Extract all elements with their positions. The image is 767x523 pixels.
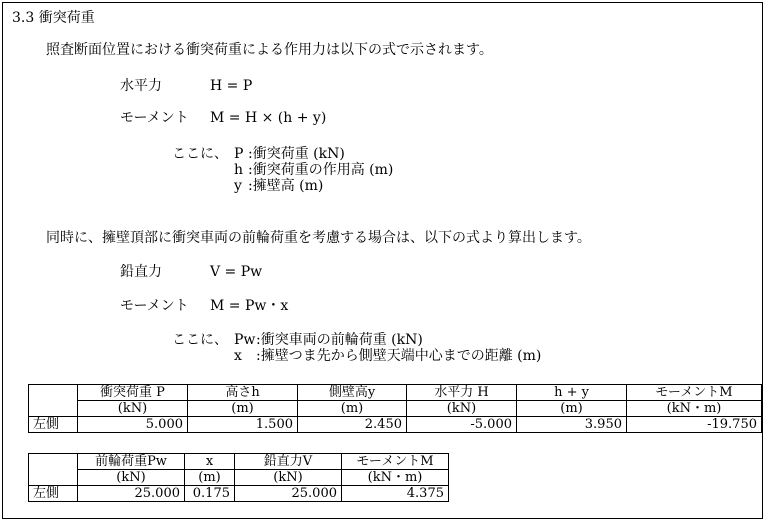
value-cell: 0.175 <box>185 486 235 502</box>
value-cell: -5.000 <box>407 417 517 433</box>
table-corner-cell <box>29 454 78 486</box>
moment-formula: M = H × (h + y) <box>210 110 327 126</box>
row-label: 左側 <box>29 417 78 433</box>
unit-cell: (m) <box>517 401 627 417</box>
var-symbol: P <box>234 146 244 162</box>
value-cell: 1.500 <box>188 417 298 433</box>
var-symbol: y <box>234 178 242 194</box>
column-header: モーメントM <box>342 454 449 470</box>
value-cell: -19.750 <box>627 417 762 433</box>
moment2-label: モーメント <box>120 298 189 314</box>
var-symbol: x <box>234 348 242 364</box>
unit-cell: (m) <box>298 401 407 417</box>
var-description: :衝突荷重 (kN) <box>248 146 345 162</box>
horizontal-force-label: 水平力 <box>120 78 162 94</box>
var-description: :衝突荷重の作用高 (m) <box>248 162 394 178</box>
vertical-force-formula: V = Pw <box>210 264 263 280</box>
var-symbol: Pw <box>234 332 256 348</box>
var-description: :擁壁つま先から側壁天端中心までの距離 (m) <box>256 348 542 364</box>
var-description: :衝突車両の前輪荷重 (kN) <box>256 332 423 348</box>
intro2-text: 同時に、擁壁頂部に衝突車両の前輪荷重を考慮する場合は、以下の式より算出します。 <box>46 230 591 246</box>
var-description: :擁壁高 (m) <box>248 178 324 194</box>
value-cell: 2.450 <box>298 417 407 433</box>
horizontal-force-formula: H = P <box>210 78 253 94</box>
column-header: モーメントM <box>627 385 762 401</box>
table-header-row <box>29 454 449 470</box>
column-header: 側壁高y <box>298 385 407 401</box>
value-cell: 25.000 <box>78 486 185 502</box>
column-header: x <box>185 454 235 470</box>
table-unit-row <box>29 401 762 417</box>
moment2-formula: M = Pw・x <box>210 298 289 314</box>
unit-cell: (m) <box>185 470 235 486</box>
column-header: 水平力 H <box>407 385 517 401</box>
column-header: h + y <box>517 385 627 401</box>
var-symbol: h <box>234 162 244 178</box>
table-row <box>29 486 449 502</box>
unit-cell: (kN) <box>407 401 517 417</box>
where-label: ここに、 <box>172 146 228 162</box>
column-header: 鉛直力V <box>235 454 342 470</box>
where-label: ここに、 <box>172 332 228 348</box>
unit-cell: (kN・m) <box>342 470 449 486</box>
column-header: 前輪荷重Pw <box>78 454 185 470</box>
row-label: 左側 <box>29 486 78 502</box>
column-header: 衝突荷重 P <box>78 385 188 401</box>
column-header: 高さh <box>188 385 298 401</box>
unit-cell: (m) <box>188 401 298 417</box>
value-cell: 4.375 <box>342 486 449 502</box>
section-title: 3.3 衝突荷重 <box>12 10 95 26</box>
unit-cell: (kN) <box>235 470 342 486</box>
table-row <box>29 417 762 433</box>
unit-cell: (kN) <box>78 401 188 417</box>
page-frame <box>2 2 763 519</box>
collision-load-table <box>28 384 762 433</box>
value-cell: 3.950 <box>517 417 627 433</box>
table-header-row <box>29 385 762 401</box>
front-wheel-load-table <box>28 453 449 502</box>
moment-label: モーメント <box>120 110 189 126</box>
table-unit-row <box>29 470 449 486</box>
vertical-force-label: 鉛直力 <box>120 264 162 280</box>
unit-cell: (kN・m) <box>627 401 762 417</box>
value-cell: 5.000 <box>78 417 188 433</box>
intro-text: 照査断面位置における衝突荷重による作用力は以下の式で示されます。 <box>46 42 493 58</box>
unit-cell: (kN) <box>78 470 185 486</box>
table-corner-cell <box>29 385 78 417</box>
value-cell: 25.000 <box>235 486 342 502</box>
